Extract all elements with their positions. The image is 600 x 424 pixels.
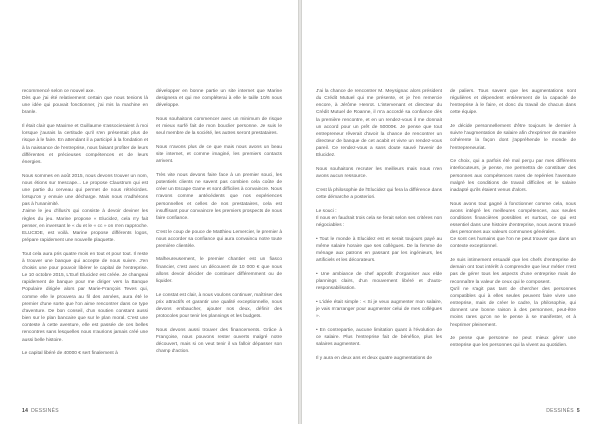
paragraph: Nous souhaitons recruter les meilleurs mais nous n'en avons aucun ressource. xyxy=(316,167,442,180)
paragraph: C'est là philosophie de l'Elucidez qui fera la différence dans cette démarche a posteriori. xyxy=(316,187,443,201)
left-page-column-1 xyxy=(22,88,148,357)
paragraph: Très vite nous devons faire face à un premier souci, les potentiels clients ne savent pas combien cela coûte de créer un Escape Game et sont difficiles à convaincre. Nous n'avons comme antécédents que nos expériences personnelles et celles de nos prestataires, cela est insuffisant pour convaincre les premiers prospects de nous faire confiance. xyxy=(156,172,282,221)
paragraph: Le constat est clair, à nous voulons continuer, maîtriser des prix attractifs et garantir une qualité exceptionnelle, nous devons embaucher, ajouter nos deux, définir des protocoles pour tenir les plannings et les budgets. xyxy=(156,292,282,320)
paragraph: Le souci : Il nous en faudrait trois cela se ferait selon ses critères non négociables : xyxy=(316,208,442,228)
bullet-item: • Tout le monde à Elucidez est et serait toujours payé au même salaire horaire que ses collègues. De la femme de ménage aux patrons en passant par les ingénieurs, les artificiels et les décorateurs. xyxy=(316,236,442,264)
bullet-item: • Une ambiance de chef approfit d'organiser aux elde plannings clairs, d'un mouvement libéré et d'auto-responsabilisation. xyxy=(316,271,442,292)
paragraph: Nous n'avons plus de ce que mais nous avons un beau site internet, et comme imaginé, les premiers contacts arrivent. xyxy=(156,144,282,165)
right-page-column-2 xyxy=(450,88,576,350)
bullet-item: • En contrepartie, aucune limitation quant à l'évolution de ce salaire. Plus l'entreprise fait de bénéfice, plus les salaires augmentent. xyxy=(316,327,442,348)
paragraph: Tout cela aura pris quatre mois en tout et pour tout. Il reste à trouver une banque qui accepte de nous suivre. J'en choisis une pour pouvoir libérer le capital de l'entreprise. Le 10 octobre 2015, L'Eurl Elucidez est créée. Je changeai rapidement de banque pour me diriger vers la Banque Populaire dirigée alors par Marie-François Teves qui, comme elle le prouvera au fil des années, aura été le premier d'une sorte que l'on aime rencontrer dans ce type d'aventure. De bon conseil, d'un soutien constant aussi bien sur le plan bancaire que sur le plan moral. C'est une conteste à cette aventure, elle est passée de ces belles rencontres sans lesquelles nous n'aurions jamais créé une aussi belle histoire. xyxy=(22,251,148,343)
page-number: 14 xyxy=(22,408,29,414)
paragraph: Nous sommes en août 2015, nous devons trouver un nom, nous étions sur Inescape... Le propose Claustrum qui est une partie du cerveau qui permet de nous rétrécirdes. lorsqu'on y ennuie une décharge. Mais nous n'adhérons pas à l'unanimité. J'aime le jeu d'illusi's qui consiste à devoir deviner les règles du jeu. Marine propose « Elucidez, cela n'y fait penser, en inversant le « du et le « cc » on n'en rapproche. ELUCIDE, est voilà. Marine propose différents logos, prépare rapidement une nouvelle plaquette. xyxy=(22,173,148,243)
left-page-column-2 xyxy=(156,88,282,355)
paragraph: Ce choix, qui a parfois été mal perçu par mes différents interlocuteurs, je pense, me permettra de constituer des personnes aux compétences rares de repérées l'aventure malgré les conditions de travail difficiles et le salaire inadapté qu'ils étaient venus d'alors. xyxy=(450,159,576,193)
paragraph: Je pense que personne ne peut mieux gérer une entreprise que les personnes qui la vivent au quotidien. xyxy=(450,336,576,349)
page-footer xyxy=(543,408,580,414)
paragraph: J'ai la chance de rencontrer M. Meysignac alors président du Crédit Mutuel qui me présente, et je l'en remercie encore, à Jérôme Henrot. L'intervenant et directeur du Crédit Mutuel de Roanne, il m'a accordé sa confiance dès la première rencontre, et en un rendez-vous il me donnait un accord pour un prêt de 50000€. Je pense que tout entrepreneur rêverait d'avoir la chance de rencontrer un directeur de banque de cet acabit et vivre un rendez-vous pareil. Ce rendez-vous a sans doute sauvé l'avenir de Elucidez. xyxy=(316,89,442,159)
paragraph: Nous devons aussi trouver des financements. Grâce à Françoise, nous pouvons rester ouverts malgré notre découvert, mais si on veut tenir il va falloir dépasser son champ d'action. xyxy=(156,327,282,355)
paragraph: Le capital libéré de 40000 € sert finalement à xyxy=(22,351,118,357)
paragraph: Malheureusement, le premier chantier est un fiasco financier, c'est avec un découvert de 10 000 € que nous allons devoir décider de continuer différemment ou de liquider. xyxy=(156,257,282,284)
paragraph: Il y aura en deux ans et deux quatre augmentations de xyxy=(316,355,433,361)
paragraph: recommencé selon ce nouvel axe. Dès que j'ai été relativement certain que nous tenions là une idée qui pouvait fonctionner, j'ai mis la machine en branle. xyxy=(22,89,148,116)
paragraph: développer en bonne partie un site internet que Marine designera et qui me compléterai à elle le taille 10/6 nous développe. xyxy=(156,89,282,109)
paragraph: Je suis intimement ersuadé que les chefs d'entreprise de demain ont tout intérêt à comprendre que leur métier n'est pas de gérer tous les aspects d'une entreprise mais de reconnaître la valeur de ceux qui le composent. Qu'il ne s'agit pas tant de chercher des personnes compatibles qui à elles seules peuvent faire vivre une entreprise, mais de créer le cadre, la philosophie, qui donnent une bonne raison à des personnes, peut-être moins rares qu'on ne le pense à se manifester, et à l'exprimer pleinement. xyxy=(450,258,576,328)
paragraph: Nous avons tout gagné à fonctionner comme cela, nous avons intégré les meilleures compétences, aux seules conditions financières possibles et surtout, ce qui est essentiel dans une histoire d'entreprise, nous avons trouvé des personnes aux valeurs communes générales. Ce sont ces humains que l'on ne peut trouver que dans un contexte exceptionnel. xyxy=(450,201,576,250)
paragraph: Je décide personnellement d'être toujours le dernier à suivre l'augmentation de salaire afin d'exprimer de manière cohérente la façon dont j'appréhende le monde de l'entrepreneuriat. xyxy=(450,124,576,151)
running-footer: DESSINÉS xyxy=(31,408,59,414)
left-page xyxy=(0,0,298,424)
paragraph: de paliers. Tous savent que les augmentations sont régulières et dépendent entièrement de la capacité de l'entreprise à le faire, et donc du travail de chacun dans cette équipe. xyxy=(450,89,576,116)
paragraph: Il était clair que Maxime et Guillaume s'associeraient à moi lorsque j'aurais la certitude qu'il s'en présentait plus de risque à le faire. En attendant il a participé à la fondation et à la naissance de l'entreprise, nous faisant profiter de leurs différentes et précieuses compétences et de leurs énergies. xyxy=(22,124,148,165)
right-page xyxy=(302,0,600,424)
page-number: 5 xyxy=(576,408,580,414)
running-footer: DESSINÉS xyxy=(546,408,574,414)
paragraph: C'est le coup de pouce de Matthieu Lemercier, le premier à nous accorder sa confiance qui aura convaincu notre toute première clientèle. xyxy=(156,229,282,249)
paragraph: Nous souhaitons commencer avec un minimum de risque et mieux surfé fait de mon bouclier personne. Je suis le seul membre de la société, les autres seront prestataires. xyxy=(156,116,282,137)
page-footer xyxy=(22,408,62,414)
right-page-column-1 xyxy=(316,88,442,362)
bullet-item: • L'idée était simple : « Si je veux augmenter mon salaire, je vais m'arranger pour augmenter celui de mes collègues ». xyxy=(316,299,442,320)
